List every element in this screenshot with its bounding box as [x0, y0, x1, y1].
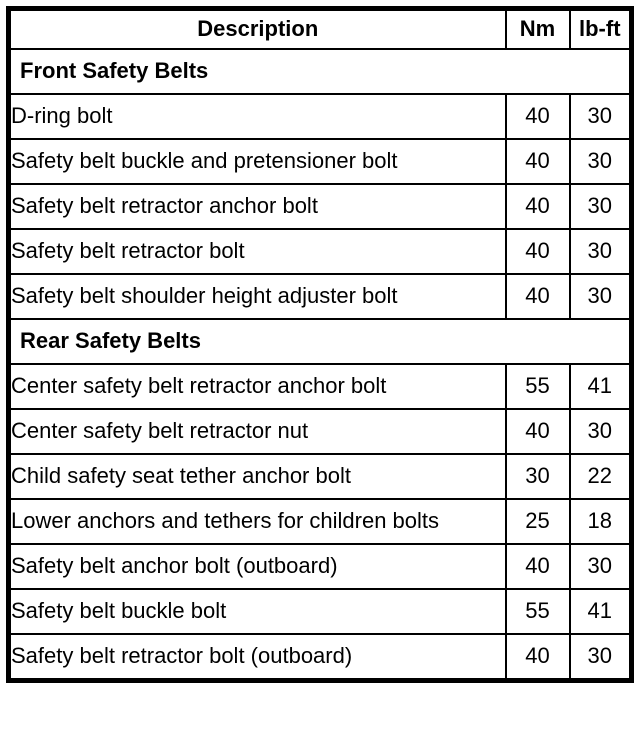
row-description: Child safety seat tether anchor bolt — [9, 454, 506, 499]
row-nm-value: 40 — [506, 184, 570, 229]
table-row — [9, 544, 632, 589]
row-description: Lower anchors and tethers for children bolts — [9, 499, 506, 544]
table-row — [9, 274, 632, 319]
row-nm-value: 55 — [506, 589, 570, 634]
row-lbft-value: 30 — [570, 94, 632, 139]
row-lbft-value: 30 — [570, 274, 632, 319]
section-row — [9, 49, 632, 94]
table-row — [9, 499, 632, 544]
row-lbft-value: 22 — [570, 454, 632, 499]
section-title: Front Safety Belts — [9, 49, 632, 94]
row-nm-value: 40 — [506, 94, 570, 139]
row-description: Safety belt retractor bolt (outboard) — [9, 634, 506, 681]
row-nm-value: 55 — [506, 364, 570, 409]
table-row — [9, 454, 632, 499]
header-row — [9, 9, 632, 50]
row-nm-value: 40 — [506, 229, 570, 274]
row-description: Safety belt buckle and pretensioner bolt — [9, 139, 506, 184]
row-description: Center safety belt retractor anchor bolt — [9, 364, 506, 409]
table-row — [9, 229, 632, 274]
row-nm-value: 40 — [506, 544, 570, 589]
row-nm-value: 30 — [506, 454, 570, 499]
row-description: Safety belt retractor bolt — [9, 229, 506, 274]
table-row — [9, 94, 632, 139]
column-header-description: Description — [9, 9, 506, 50]
row-description: Safety belt anchor bolt (outboard) — [9, 544, 506, 589]
row-nm-value: 25 — [506, 499, 570, 544]
row-nm-value: 40 — [506, 274, 570, 319]
section-title: Rear Safety Belts — [9, 319, 632, 364]
row-description: Safety belt buckle bolt — [9, 589, 506, 634]
table-body — [9, 49, 632, 681]
row-description: D-ring bolt — [9, 94, 506, 139]
row-lbft-value: 30 — [570, 184, 632, 229]
row-description: Safety belt shoulder height adjuster bolt — [9, 274, 506, 319]
table-row — [9, 409, 632, 454]
row-nm-value: 40 — [506, 634, 570, 681]
row-lbft-value: 30 — [570, 409, 632, 454]
row-lbft-value: 30 — [570, 139, 632, 184]
row-nm-value: 40 — [506, 409, 570, 454]
table-row — [9, 589, 632, 634]
row-description: Safety belt retractor anchor bolt — [9, 184, 506, 229]
table-row — [9, 139, 632, 184]
column-header-nm: Nm — [506, 9, 570, 50]
table-row — [9, 184, 632, 229]
table-header — [9, 9, 632, 50]
row-lbft-value: 30 — [570, 544, 632, 589]
torque-spec-table — [6, 6, 634, 683]
row-lbft-value: 41 — [570, 364, 632, 409]
row-lbft-value: 30 — [570, 634, 632, 681]
table-row — [9, 634, 632, 681]
row-lbft-value: 30 — [570, 229, 632, 274]
column-header-lbft: lb-ft — [570, 9, 632, 50]
row-lbft-value: 41 — [570, 589, 632, 634]
section-row — [9, 319, 632, 364]
row-description: Center safety belt retractor nut — [9, 409, 506, 454]
row-lbft-value: 18 — [570, 499, 632, 544]
table-row — [9, 364, 632, 409]
row-nm-value: 40 — [506, 139, 570, 184]
